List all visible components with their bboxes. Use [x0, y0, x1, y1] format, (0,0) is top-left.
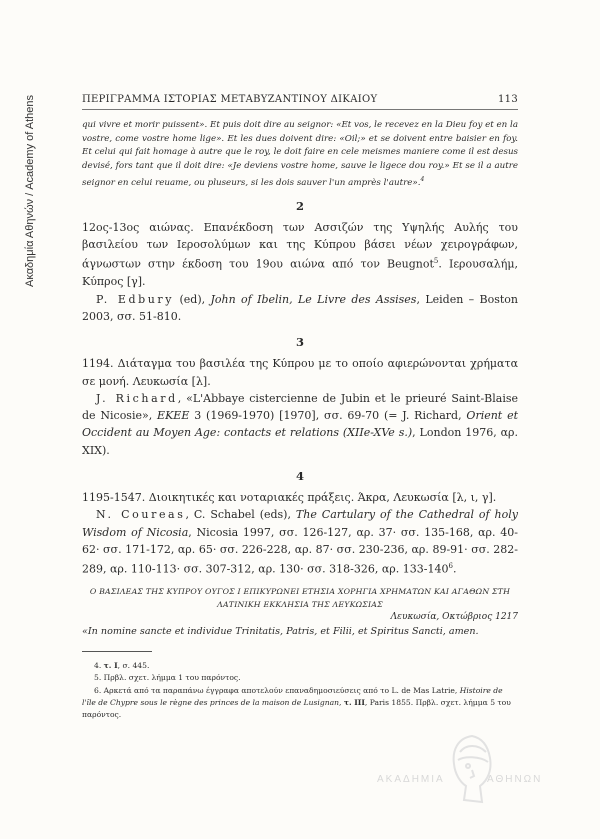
footnote-6-work: Histoire de l'île de Chypre sous le règne des princes de la maison de Lusignan	[82, 685, 503, 707]
footnote-6	[82, 685, 518, 722]
old-french-quote	[82, 119, 518, 191]
footnote-6-ref: τ. III	[343, 697, 365, 707]
footnote-4-number: 4.	[94, 661, 102, 671]
section-number-4: 4	[295, 469, 304, 484]
footnote-divider	[82, 651, 152, 652]
footnote-4-text: , σ. 445.	[117, 661, 150, 671]
entry-3-heading: 1194. Διάταγμα του βασιλέα της Κύπρου με το οποίο αφιερώνονται χρήματα σε μονή. Λευκωσία [λ].	[82, 357, 518, 388]
academy-side-label	[22, 41, 38, 341]
page-body	[82, 119, 518, 721]
entry-3-work: Orient et Occident au Moyen Age: contacts et relations (XIIe-XVe s.)	[82, 409, 518, 440]
footnote-6-sep: ,	[339, 697, 344, 707]
entry-3-after-author: , «L'Abbaye cistercienne de Jubin et le prieuré Saint-Blaise de Nicosie»,	[82, 391, 519, 423]
entry-3-mid: 3 (1969-1970) [1970], σσ. 69-70 (= J. Richard,	[189, 409, 467, 423]
entry-4-rest-end: .	[452, 562, 457, 576]
running-header	[82, 93, 518, 110]
footnote-ref-4: 4	[420, 176, 425, 184]
entry-2-after-author: (ed),	[174, 292, 211, 306]
footnote-6-tail: , Paris 1855. Πρβλ. σχετ. λήμμα 5 του παρόντος.	[82, 697, 511, 720]
page-number: 113	[498, 94, 518, 105]
athena-head-watermark-icon	[444, 730, 500, 808]
quote-text: qui vivre et morir puissent». Et puis doit dire au seignor: «Et vos, le recevez en la Dieu foy et en la vostre, come vostre home lige». Et les dues doivent dire: «Oil;» et se doivent entre baisier en foy. Et celui qui fait homage à autre que le roy, le doit faire en cele meismes maniere come il est desus devisé, fors tant que il doit dire: «Je deviens vostre home, sauve le ligece dou roy.» Et se il a autre seignor en celui reuame, ou pluseurs, si les dois sauver l'un amprès l'autre».	[82, 120, 518, 189]
footnote-ref-5: 5	[433, 257, 439, 266]
entry-4-author: N. Coureas	[96, 508, 186, 522]
section-number-3: 3	[295, 335, 304, 350]
entry-2	[82, 219, 518, 325]
academy-watermark	[362, 722, 562, 812]
entry-2-author: P. Edbury	[96, 292, 175, 306]
watermark-right-text: ΑΘΗΝΩΝ	[487, 774, 543, 785]
entry-4-rest: , Nicosia 1997, σσ. 126-127, αρ. 37· σσ. 135-168, αρ. 40-62· σσ. 171-172, αρ. 65· σσ. 226-228, αρ. 87· σσ. 230-236, αρ. 89-91· σσ. 282-289, αρ. 110-113· σσ. 307-312, αρ. 130· σσ. 318-326, αρ. 133-140	[82, 525, 518, 576]
side-label-text: Ακαδημία Αθηνών / Academy of Athens	[24, 94, 36, 288]
entry-3	[82, 355, 518, 459]
entry-4-work: The Cartulary of the Cathedral of holy Wisdom of Nicosia	[82, 508, 518, 539]
entry-4	[82, 489, 518, 578]
running-title: ΠΕΡΙΓΡΑΜΜΑ ΙΣΤΟΡΙΑΣ ΜΕΤΑΒΥΖΑΝΤΙΝΟΥ ΔΙΚΑΙΟΥ	[82, 94, 378, 105]
entry-4-heading: 1195-1547. Διοικητικές και νοταριακές πράξεις. Άκρα, Λευκωσία [λ, ι, γ].	[82, 491, 497, 505]
watermark-left-text: ΑΚΑΔΗΜΙΑ	[377, 774, 445, 785]
entry-4-after-author: , C. Schabel (eds),	[185, 508, 296, 522]
footnote-5-number: 5.	[94, 673, 102, 683]
entry-2-work: John of Ibelin, Le Livre des Assises	[210, 292, 417, 306]
entry-2-heading: 12ος-13ος αιώνας. Επανέκδοση των Ασσιζών της Υψηλής Αυλής του βασιλείου των Ιεροσολύμων και της Κύπρου βάσει νέων χειρογράφων, άγνωστων στην έκδοση του 19ου αιώνα από τον Beugnot	[82, 220, 518, 272]
entry-3-journal: ΕΚΕΕ	[157, 409, 190, 423]
footnote-5	[82, 672, 518, 684]
document-place-date: Λευκωσία, Οκτώβριος 1217	[390, 612, 518, 623]
footnote-5-text: Πρβλ. σχετ. λήμμα 1 του παρόντος.	[103, 673, 241, 683]
footnote-6-text: Αρκετά από τα παραπάνω έγγραφα αποτελούν επαναδημοσιεύσεις από το L. de Mas Latrie,	[103, 685, 460, 695]
document-incipit: «In nomine sancte et individue Trinitatis, Patris, et Filii, et Spiritus Sancti, amen.	[82, 626, 479, 638]
entry-2-heading-tail: . Ιερουσαλήμ, Κύπρος [γ].	[82, 258, 518, 289]
section-number-2: 2	[295, 198, 304, 213]
entry-3-author: J. Richard	[96, 391, 178, 405]
footnote-6-number: 6.	[94, 685, 102, 695]
footnote-ref-6: 6	[448, 562, 453, 571]
entry-2-rest: , Leiden – Boston 2003, σσ. 51-810.	[82, 292, 518, 323]
document-caption: Ο ΒΑΣΙΛΕΑΣ ΤΗΣ ΚΥΠΡΟΥ ΟΥΓΟΣ Ι ΕΠΙΚΥΡΩΝΕΙ ΕΤΗΣΙΑ ΧΟΡΗΓΙΑ ΧΡΗΜΑΤΩΝ ΚΑΙ ΑΓΑΘΩΝ ΣΤΗ ΛΑΤΙΝΙΚΗ ΕΚΚΛΗΣΙΑ ΤΗΣ ΛΕΥΚΩΣΙΑΣ	[89, 587, 511, 609]
footnote-4-ref: τ. I	[103, 661, 118, 671]
footnote-4	[82, 660, 518, 672]
entry-3-rest: , London 1976, αρ. XIX).	[82, 426, 518, 457]
